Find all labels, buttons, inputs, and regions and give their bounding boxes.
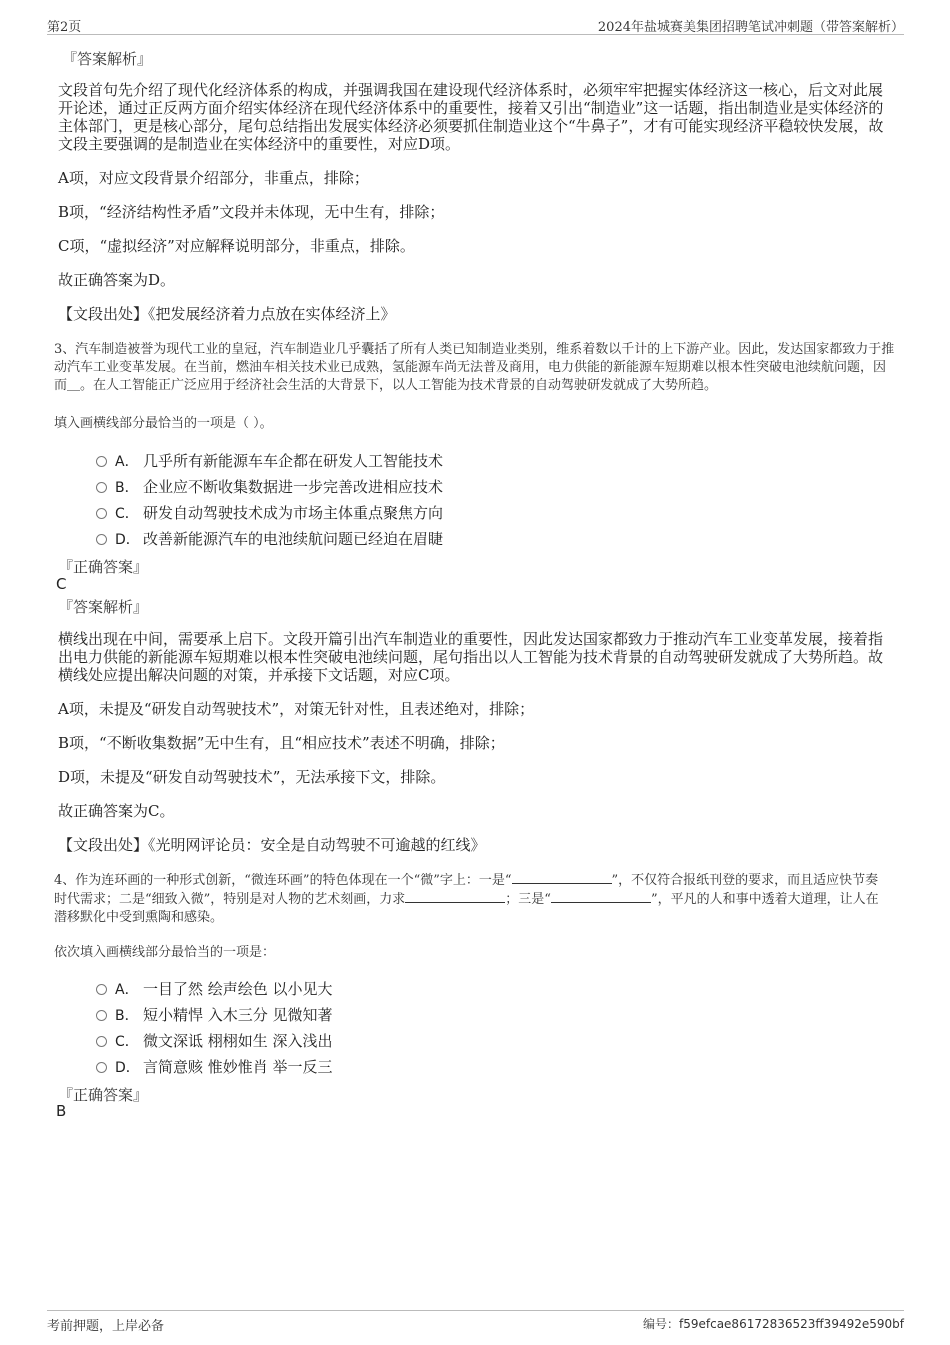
radio-button[interactable] — [96, 1036, 107, 1047]
option-text: 微文深诋 栩栩如生 深入浅出 — [143, 1032, 333, 1050]
page-number: 第2页 — [47, 20, 82, 35]
option-c[interactable] — [96, 502, 443, 522]
radio-button[interactable] — [96, 1062, 107, 1073]
question-prompt: 依次填入画横线部分最恰当的一项是： — [54, 945, 276, 960]
radio-button[interactable] — [96, 534, 107, 545]
correct-answer: B — [56, 1102, 67, 1120]
option-d[interactable] — [96, 528, 443, 548]
analysis-note: A项，未提及“研发自动驾驶技术”，对策无针对性，且表述绝对，排除； — [58, 700, 535, 718]
analysis-note: A项，对应文段背景介绍部分，非重点，排除； — [58, 169, 369, 187]
correct-answer-label: 『正确答案』 — [58, 1086, 149, 1104]
option-letter: C． — [115, 506, 139, 522]
answer-blank — [512, 871, 612, 884]
page-header — [47, 14, 904, 35]
radio-button[interactable] — [96, 456, 107, 467]
answer-blank — [551, 890, 651, 903]
footer-slogan: 考前押题，上岸必备 — [47, 1319, 165, 1334]
radio-button[interactable] — [96, 1010, 107, 1021]
option-d[interactable] — [96, 1056, 333, 1076]
option-text: 改善新能源汽车的电池续航问题已经迫在眉睫 — [143, 530, 444, 548]
option-letter: B． — [115, 480, 139, 496]
option-c[interactable] — [96, 1030, 333, 1050]
source-citation: 【文段出处】《把发展经济着力点放在实体经济上》 — [58, 305, 396, 323]
option-letter: A． — [115, 454, 139, 470]
option-b[interactable] — [96, 476, 443, 496]
analysis-note: C项，“虚拟经济”对应解释说明部分，非重点，排除。 — [58, 237, 415, 255]
radio-button[interactable] — [96, 482, 107, 493]
analysis-text: 文段首句先介绍了现代化经济体系的构成，并强调我国在建设现代经济体系时，必须牢牢把握实体经济这一核心，后文对此展开论述，通过正反两方面介绍实体经济在现代经济体系中的重要性，接着又引出“制造业”这一话题，指出制造业是实体经济的主体部门，更是核心部分，尾句总结指出发展实体经济必须要抓住制造业这个“牛鼻子”，才有可能实现经济平稳较快发展，故文段主要强调的是制造业在实体经济中的重要性，对应D项。 — [58, 81, 884, 153]
source-citation: 【文段出处】《光明网评论员：安全是自动驾驶不可逾越的红线》 — [58, 836, 486, 854]
option-text: 研发自动驾驶技术成为市场主体重点聚焦方向 — [143, 504, 444, 522]
document-id: 编号：f59efcae86172836523ff39492e590bf — [643, 1317, 904, 1331]
analysis-label: 『答案解析』 — [58, 598, 149, 616]
option-letter: D． — [115, 532, 140, 548]
conclusion: 故正确答案为D。 — [58, 271, 176, 289]
option-a[interactable] — [96, 450, 443, 470]
option-letter: B． — [115, 1008, 139, 1024]
option-a[interactable] — [96, 978, 333, 998]
document-title: 2024年盐城赛美集团招聘笔试冲刺题（带答案解析） — [597, 20, 904, 35]
correct-answer: C — [56, 575, 67, 593]
radio-button[interactable] — [96, 984, 107, 995]
option-text: 一目了然 绘声绘色 以小见大 — [143, 980, 333, 998]
radio-button[interactable] — [96, 508, 107, 519]
page-footer — [47, 1310, 904, 1333]
analysis-note: B项，“不断收集数据”无中生有，且“相应技术”表述不明确，排除； — [58, 734, 505, 752]
option-text: 企业应不断收集数据进一步完善改进相应技术 — [143, 478, 444, 496]
correct-answer-label: 『正确答案』 — [58, 558, 149, 576]
option-letter: C． — [115, 1034, 139, 1050]
option-text: 几乎所有新能源车车企都在研发人工智能技术 — [143, 452, 444, 470]
option-text: 言简意赅 惟妙惟肖 举一反三 — [143, 1058, 333, 1076]
option-text: 短小精悍 入木三分 见微知著 — [143, 1006, 333, 1024]
analysis-label: 『答案解析』 — [62, 50, 153, 68]
option-letter: D． — [115, 1060, 140, 1076]
option-letter: A． — [115, 982, 139, 998]
analysis-text: 横线出现在中间，需要承上启下。文段开篇引出汽车制造业的重要性，因此发达国家都致力于推动汽车工业变革发展，接着指出电力供能的新能源车短期难以根本性突破电池续问题，尾句指出以人工智能为技术背景的自动驾驶研发就成了大势所趋。故横线处应提出解决问题的对策，并承接下文话题，对应C项。 — [58, 630, 884, 684]
option-b[interactable] — [96, 1004, 333, 1024]
analysis-note: D项，未提及“研发自动驾驶技术”，无法承接下文，排除。 — [58, 768, 446, 786]
answer-blank — [405, 890, 505, 903]
question-stem: 3、汽车制造被誉为现代工业的皇冠，汽车制造业几乎囊括了所有人类已知制造业类别，维系着数以千计的上下游产业。因此，发达国家都致力于推动汽车工业变革发展。在当前，燃油车相关技术业已成熟，氢能源车尚无法普及商用，电力供能的新能源车短期难以根本性突破电池续航问题，因而＿。在人工智能正广泛应用于经济社会生活的大背景下，以人工智能为技术背景的自动驾驶研发就成了大势所趋。 — [54, 342, 895, 393]
question-prompt: 填入画横线部分最恰当的一项是（ ）。 — [54, 416, 273, 431]
conclusion: 故正确答案为C。 — [58, 802, 175, 820]
question-stem: 4、作为连环画的一种形式创新，“微连环画”的特色体现在一个“微”字上：一是“ ”，不仅符合报纸刊登的要求，而且适应快节奏 时代需求；二是“细致入微”，特别是对人物的艺术刻画，力求 ；三是“ ”，平凡的人和事中透着大道理，让人在 潜移默化中受到熏陶和感染。 — [54, 873, 879, 925]
analysis-note: B项，“经济结构性矛盾”文段并未体现，无中生有，排除； — [58, 203, 445, 221]
